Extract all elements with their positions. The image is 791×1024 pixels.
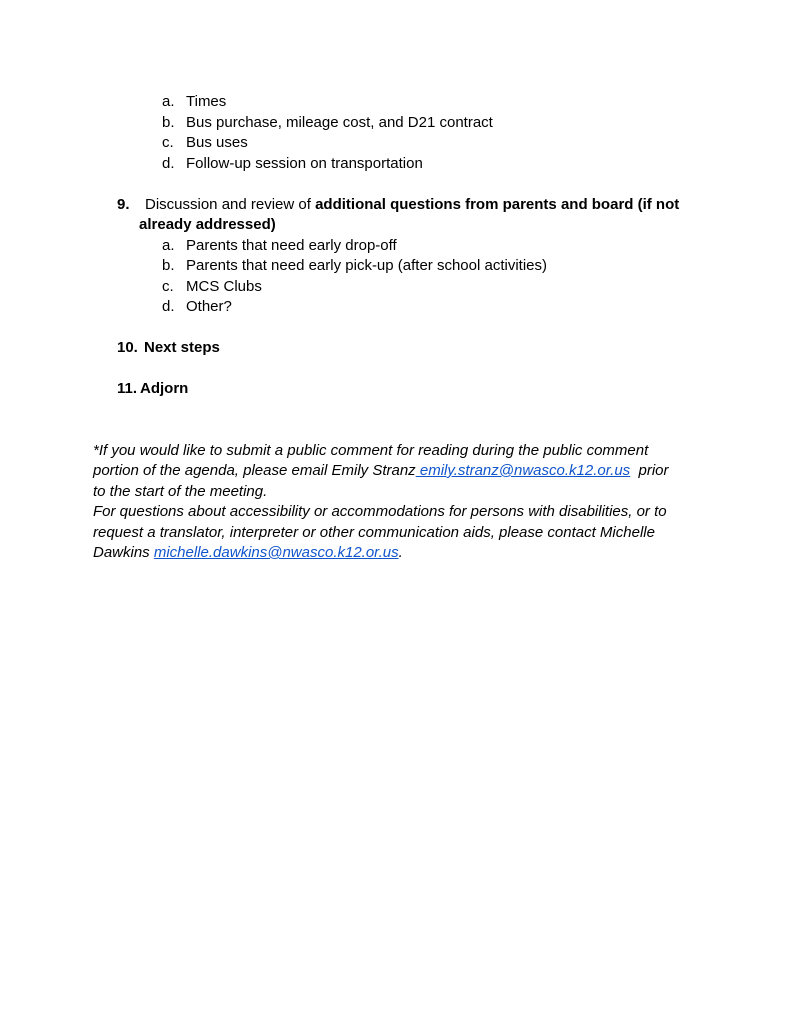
list-marker: d. [162, 298, 175, 315]
list-item: Times [186, 93, 227, 110]
list-item: Other? [186, 298, 232, 315]
item-text: Next steps [144, 339, 220, 356]
item-text-bold-cont: already addressed) [139, 216, 276, 233]
email-link-emily[interactable]: emily.stranz@nwasco.k12.or.us [415, 462, 631, 479]
list-item: Parents that need early pick-up (after school activities) [186, 257, 548, 274]
list-marker: c. [162, 278, 174, 295]
list-item: Follow-up session on transportation [186, 155, 423, 172]
list-marker: b. [162, 257, 175, 274]
footer-line [93, 461, 669, 481]
list-item: Parents that need early drop-off [186, 237, 397, 254]
list-marker: b. [162, 114, 175, 131]
footer-line: to the start of the meeting. [93, 483, 268, 500]
footer-text: . [398, 544, 403, 561]
footer-text: Dawkins [93, 544, 154, 561]
footer-line: For questions about accessibility or accommodations for persons with disabilities, or to [93, 503, 667, 520]
list-item: Bus uses [186, 134, 248, 151]
item-number: 10. [117, 339, 138, 356]
footer-text: prior [630, 462, 669, 479]
item-text-bold: additional questions from parents and board (if not [315, 196, 680, 213]
footer-text: portion of the agenda, please email Emily Stranz [93, 462, 416, 479]
footer-line: *If you would like to submit a public comment for reading during the public comment [93, 442, 649, 459]
list-marker: a. [162, 237, 175, 254]
list-marker: a. [162, 93, 175, 110]
list-marker: c. [162, 134, 174, 151]
email-link-michelle[interactable]: michelle.dawkins@nwasco.k12.or.us [153, 544, 399, 561]
item-number: 11. [117, 380, 138, 397]
item-number: 9. [117, 196, 130, 213]
list-marker: d. [162, 155, 175, 172]
item-text [145, 195, 679, 215]
item-text-plain: Discussion and review of [145, 196, 316, 213]
footer-line: request a translator, interpreter or other communication aids, please contact Michelle [93, 524, 655, 541]
list-item: MCS Clubs [186, 278, 262, 295]
list-item: Bus purchase, mileage cost, and D21 contract [186, 114, 493, 131]
footer-line [93, 543, 403, 563]
item-text: Adjorn [140, 380, 189, 397]
